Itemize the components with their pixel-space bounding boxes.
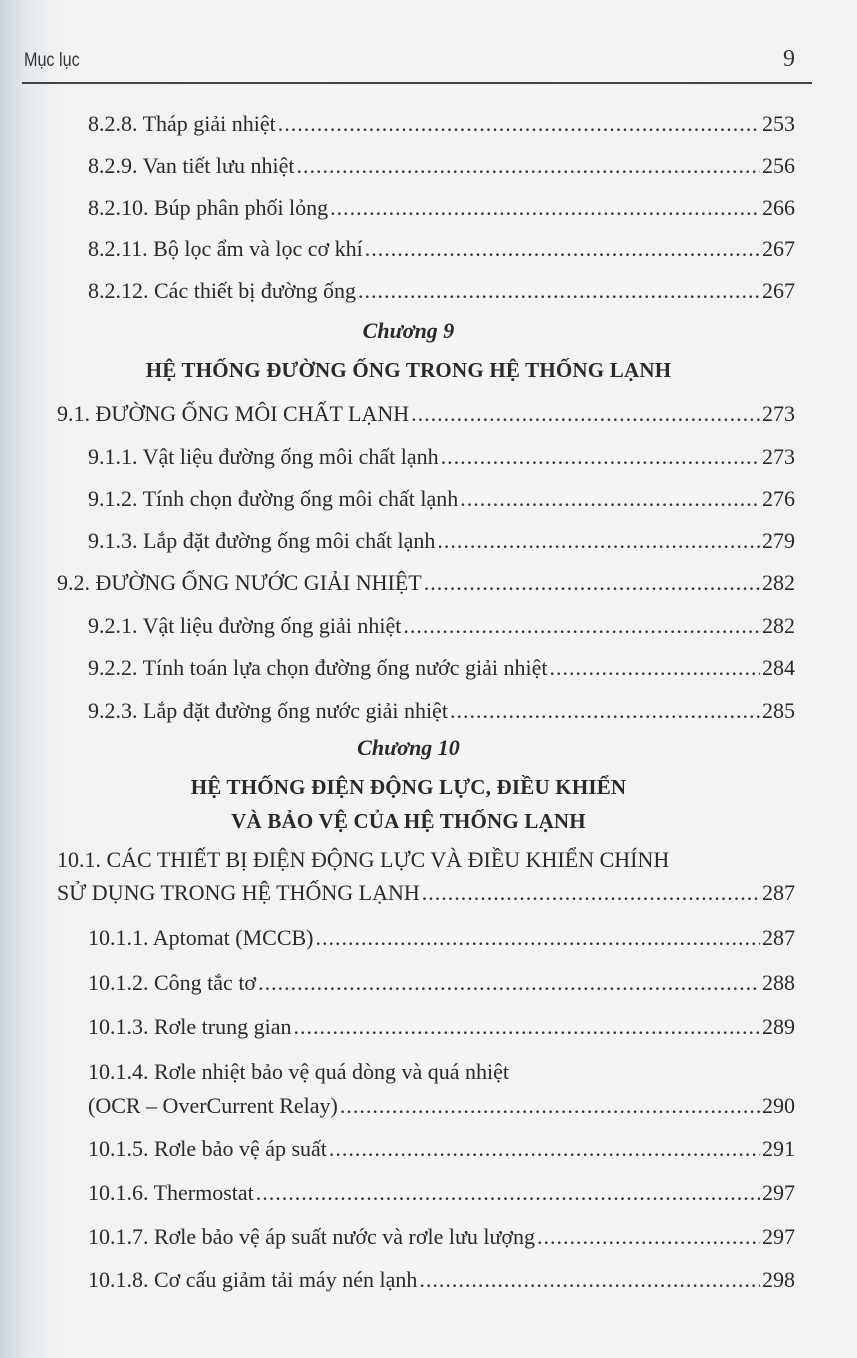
dot-leader: [278, 110, 760, 138]
toc-entry-page: 285: [762, 698, 795, 723]
toc-entry-page: 266: [762, 195, 795, 220]
toc-entry-label: 8.2.8. Tháp giải nhiệt: [88, 111, 276, 136]
toc-entry-label: 9.1.1. Vật liệu đường ống môi chất lạnh: [88, 444, 439, 469]
toc-entry-page: 282: [762, 613, 795, 638]
dot-leader: [365, 235, 760, 263]
toc-entry-label: 8.2.10. Búp phân phối lỏng: [88, 195, 329, 220]
toc-entry[interactable]: [88, 527, 795, 555]
toc-entry-label: 9.2.3. Lắp đặt đường ống nước giải nhiệt: [88, 698, 448, 723]
toc-entry-label: (OCR – OverCurrent Relay): [88, 1093, 338, 1118]
toc-entry-page: 287: [762, 925, 795, 950]
toc-entry-label: 8.2.9. Van tiết lưu nhiệt: [88, 153, 295, 178]
toc-entry-page: 267: [762, 278, 795, 303]
toc-entry[interactable]: [57, 400, 795, 428]
chapter-heading: Chương 9: [362, 318, 455, 343]
toc-entry-page: 276: [762, 486, 795, 511]
dot-leader: [403, 612, 760, 640]
dot-leader: [296, 152, 760, 180]
toc-entry-page: 273: [762, 401, 795, 426]
toc-entry-page: 284: [762, 655, 795, 680]
toc-entry-page: 297: [762, 1180, 795, 1205]
toc-entry-label: 9.2.1. Vật liệu đường ống giải nhiệt: [88, 613, 402, 638]
toc-entry-page: 297: [762, 1224, 795, 1249]
toc-entry-page: 282: [762, 570, 795, 595]
toc-entry[interactable]: [88, 969, 795, 997]
toc-entry-page: 256: [762, 153, 795, 178]
chapter-title: HỆ THỐNG ĐƯỜNG ỐNG TRONG HỆ THỐNG LẠNH: [145, 358, 672, 382]
toc-entry-page: 289: [762, 1014, 795, 1039]
chapter-title: HỆ THỐNG ĐIỆN ĐỘNG LỰC, ĐIỀU KHIỂN: [190, 775, 627, 799]
dot-leader: [441, 443, 760, 471]
dot-leader: [450, 697, 760, 725]
toc-entry-page: 287: [762, 880, 795, 905]
toc-entry-label: 10.1.3. Rơle trung gian: [88, 1014, 292, 1039]
dot-leader: [258, 969, 760, 997]
toc-entry-label: 9.1.3. Lắp đặt đường ống môi chất lạnh: [88, 528, 436, 553]
dot-leader: [329, 1135, 760, 1163]
toc-entry-label: 9.2.2. Tính toán lựa chọn đường ống nước giải nhiệt: [88, 655, 548, 680]
dot-leader: [422, 879, 760, 907]
toc-entry[interactable]: [88, 277, 795, 305]
toc-entry-label: 9.1.2. Tính chọn đường ống môi chất lạnh: [88, 486, 459, 511]
toc-entry-page: 298: [762, 1267, 795, 1292]
toc-entry-label: 8.2.12. Các thiết bị đường ống: [88, 278, 356, 303]
toc-entry[interactable]: [88, 612, 795, 640]
running-header-section: Mục lục: [24, 50, 80, 71]
toc-entry[interactable]: [88, 924, 795, 952]
toc-entry-title-line: 10.1.4. Rơle nhiệt bảo vệ quá dòng và quá nhiệt: [88, 1059, 509, 1084]
toc-entry-label: 8.2.11. Bộ lọc ẩm và lọc cơ khí: [88, 236, 363, 261]
toc-entry-label: 9.1. ĐƯỜNG ỐNG MÔI CHẤT LẠNH: [57, 401, 410, 426]
dot-leader: [437, 527, 760, 555]
dot-leader: [294, 1013, 761, 1041]
toc-entry[interactable]: [88, 485, 795, 513]
toc-entry[interactable]: [88, 1223, 795, 1251]
toc-entry-label: 10.1.8. Cơ cấu giảm tải máy nén lạnh: [88, 1267, 418, 1292]
header-rule: [22, 82, 812, 84]
dot-leader: [419, 1266, 760, 1294]
dot-leader: [537, 1223, 760, 1251]
dot-leader: [330, 194, 760, 222]
toc-entry[interactable]: [88, 194, 795, 222]
dot-leader: [358, 277, 760, 305]
dot-leader: [549, 654, 760, 682]
toc-entry-page: 288: [762, 970, 795, 995]
toc-entry-page: 273: [762, 444, 795, 469]
chapter-heading: Chương 10: [357, 735, 460, 760]
toc-entry-page: 267: [762, 236, 795, 261]
page-number: 9: [783, 46, 795, 72]
toc-entry-label: 9.2. ĐƯỜNG ỐNG NƯỚC GIẢI NHIỆT: [57, 570, 422, 595]
toc-entry[interactable]: [88, 697, 795, 725]
toc-entry-page: 279: [762, 528, 795, 553]
toc-entry-label: 10.1.1. Aptomat (MCCB): [88, 925, 314, 950]
dot-leader: [340, 1092, 760, 1120]
toc-entry[interactable]: [57, 879, 795, 907]
toc-entry[interactable]: [88, 152, 795, 180]
toc-entry[interactable]: [88, 1179, 795, 1207]
dot-leader: [256, 1179, 760, 1207]
dot-leader: [460, 485, 760, 513]
dot-leader: [316, 924, 760, 952]
toc-entry-label: 10.1.7. Rơle bảo vệ áp suất nước và rơle lưu lượng: [88, 1224, 536, 1249]
toc-entry-page: 253: [762, 111, 795, 136]
toc-entry-page: 291: [762, 1136, 795, 1161]
toc-entry-label: 10.1.2. Công tắc tơ: [88, 970, 257, 995]
toc-entry[interactable]: [88, 235, 795, 263]
toc-entry-label: 10.1.6. Thermostat: [88, 1180, 254, 1205]
dot-leader: [411, 400, 760, 428]
toc-entry-title-line: 10.1. CÁC THIẾT BỊ ĐIỆN ĐỘNG LỰC VÀ ĐIỀU KHIỂN CHÍNH: [57, 847, 670, 872]
chapter-title: VÀ BẢO VỆ CỦA HỆ THỐNG LẠNH: [231, 809, 586, 833]
toc-entry-label: 10.1.5. Rơle bảo vệ áp suất: [88, 1136, 327, 1161]
toc-entry[interactable]: [88, 110, 795, 138]
toc-entry[interactable]: [88, 1013, 795, 1041]
toc-entry[interactable]: [88, 654, 795, 682]
toc-entry[interactable]: [88, 443, 795, 471]
toc-entry[interactable]: [88, 1266, 795, 1294]
dot-leader: [424, 569, 760, 597]
toc-entry[interactable]: [57, 569, 795, 597]
toc-entry[interactable]: [88, 1092, 795, 1120]
toc-entry[interactable]: [88, 1135, 795, 1163]
toc-entry-page: 290: [762, 1093, 795, 1118]
toc-entry-label: SỬ DỤNG TRONG HỆ THỐNG LẠNH: [57, 880, 420, 905]
